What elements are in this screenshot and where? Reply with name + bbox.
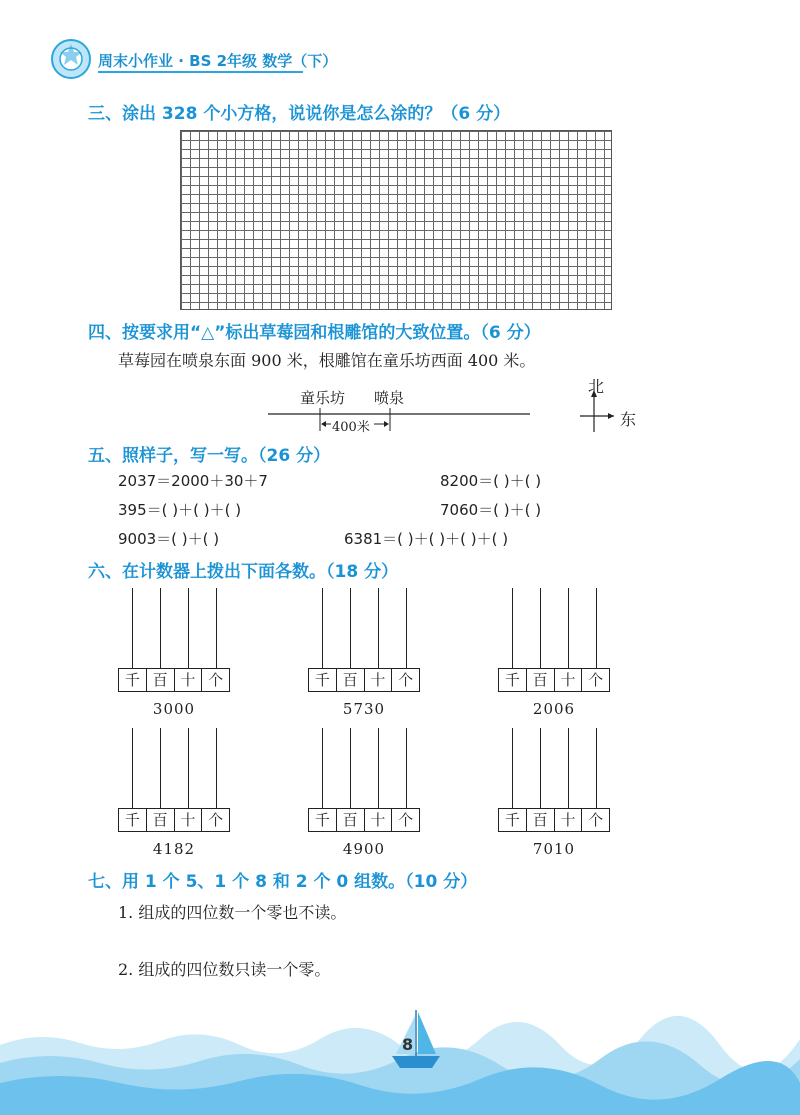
equation-7060[interactable]: 7060＝( )＋( )	[440, 501, 542, 519]
place-label-hundreds: 百	[146, 809, 174, 831]
section7-question1: 1. 组成的四位数一个零也不读。	[118, 903, 347, 922]
abacus-rod-tens[interactable]	[188, 728, 189, 808]
header-underline	[98, 71, 303, 73]
map-arrow-left-head	[321, 421, 326, 427]
compass-north-label: 北	[588, 377, 605, 396]
section7-title: 七、用 1 个 5、1 个 8 和 2 个 0 组数。（10 分）	[88, 872, 478, 892]
abacus-rod-ones[interactable]	[406, 588, 407, 668]
equation-8200[interactable]: 8200＝( )＋( )	[440, 472, 542, 490]
place-label-hundreds: 百	[526, 669, 554, 691]
equation-395[interactable]: 395＝( )＋( )＋( )	[118, 501, 242, 519]
abacus-rod-hundreds[interactable]	[540, 728, 541, 808]
abacus-rod-hundreds[interactable]	[160, 728, 161, 808]
compass-east-label: 东	[620, 410, 637, 429]
place-label-tens: 十	[364, 669, 392, 691]
equation-6381[interactable]: 6381＝( )＋( )＋( )＋( )	[344, 530, 509, 548]
place-label-thousands: 千	[124, 811, 140, 829]
abacus-rods[interactable]	[308, 588, 420, 668]
section4-title: 四、按要求用“△”标出草莓园和根雕馆的大致位置。（6 分）	[88, 323, 541, 343]
place-label-thousands: 千	[124, 671, 140, 689]
abacus-rod-tens[interactable]	[378, 728, 379, 808]
abacus-rod-hundreds[interactable]	[160, 588, 161, 668]
section3-title: 三、涂出 328 个小方格，说说你是怎么涂的？（6 分）	[88, 104, 511, 124]
abacus-place-labels	[118, 808, 230, 832]
abacus-rod-ones[interactable]	[406, 728, 407, 808]
abacus-place-labels	[498, 668, 610, 692]
place-label-tens: 十	[174, 669, 202, 691]
section7-question2: 2. 组成的四位数只读一个零。	[118, 960, 331, 979]
map-arrow-right-head	[384, 421, 389, 427]
map-label-place2: 喷泉	[374, 389, 405, 407]
abacus-rod-hundreds[interactable]	[350, 588, 351, 668]
coloring-grid[interactable]	[180, 130, 612, 310]
abacus-rods[interactable]	[498, 588, 610, 668]
place-label-ones: 个	[201, 809, 229, 831]
header-logo-icon	[50, 38, 92, 80]
abacus-rod-thousands[interactable]	[322, 728, 323, 808]
abacus-5730[interactable]	[308, 588, 420, 718]
page-number: 8	[402, 1035, 414, 1054]
abacus-rod-ones[interactable]	[216, 728, 217, 808]
equation-example: 2037＝2000＋30＋7	[118, 472, 268, 490]
abacus-rods[interactable]	[308, 728, 420, 808]
place-label-ones: 个	[391, 669, 419, 691]
map-diagram[interactable]	[268, 384, 530, 434]
abacus-number: 2006	[532, 700, 576, 718]
abacus-rod-tens[interactable]	[568, 588, 569, 668]
abacus-rod-ones[interactable]	[216, 588, 217, 668]
abacus-rod-tens[interactable]	[188, 588, 189, 668]
place-label-tens: 十	[554, 809, 582, 831]
sailboat-icon	[388, 1008, 444, 1070]
map-label-place1: 童乐坊	[300, 389, 346, 407]
place-label-thousands: 千	[504, 671, 520, 689]
abacus-number: 4182	[152, 840, 196, 858]
abacus-rod-thousands[interactable]	[322, 588, 323, 668]
place-label-hundreds: 百	[526, 809, 554, 831]
abacus-rod-thousands[interactable]	[132, 588, 133, 668]
abacus-7010[interactable]	[498, 728, 610, 858]
abacus-2006[interactable]	[498, 588, 610, 718]
abacus-place-labels	[118, 668, 230, 692]
place-label-tens: 十	[554, 669, 582, 691]
map-label-distance: 400米	[331, 416, 371, 435]
place-label-ones: 个	[391, 809, 419, 831]
place-label-tens: 十	[174, 809, 202, 831]
abacus-rods[interactable]	[118, 728, 230, 808]
abacus-4182[interactable]	[118, 728, 230, 858]
abacus-rod-tens[interactable]	[568, 728, 569, 808]
abacus-rod-ones[interactable]	[596, 728, 597, 808]
section6-title: 六、在计数器上拨出下面各数。（18 分）	[88, 562, 399, 582]
abacus-place-labels	[308, 668, 420, 692]
abacus-3000[interactable]	[118, 588, 230, 718]
header-title: 周末小作业 · BS 2年级 数学（下）	[98, 52, 338, 70]
equation-9003[interactable]: 9003＝( )＋( )	[118, 530, 220, 548]
abacus-rod-hundreds[interactable]	[350, 728, 351, 808]
abacus-number: 5730	[342, 700, 386, 718]
section4-instruction: 草莓园在喷泉东面 900 米，根雕馆在童乐坊西面 400 米。	[118, 351, 536, 370]
place-label-hundreds: 百	[336, 669, 364, 691]
place-label-hundreds: 百	[336, 809, 364, 831]
place-label-thousands: 千	[314, 811, 330, 829]
abacus-rod-hundreds[interactable]	[540, 588, 541, 668]
abacus-rods[interactable]	[118, 588, 230, 668]
section5-title: 五、照样子，写一写。（26 分）	[88, 446, 331, 466]
abacus-number: 4900	[342, 840, 386, 858]
abacus-rod-ones[interactable]	[596, 588, 597, 668]
place-label-ones: 个	[581, 669, 609, 691]
abacus-place-labels	[498, 808, 610, 832]
place-label-ones: 个	[201, 669, 229, 691]
place-label-ones: 个	[581, 809, 609, 831]
abacus-rods[interactable]	[498, 728, 610, 808]
abacus-rod-thousands[interactable]	[512, 728, 513, 808]
place-label-hundreds: 百	[146, 669, 174, 691]
abacus-place-labels	[308, 808, 420, 832]
abacus-rod-thousands[interactable]	[512, 588, 513, 668]
abacus-number: 3000	[152, 700, 196, 718]
place-label-thousands: 千	[314, 671, 330, 689]
place-label-tens: 十	[364, 809, 392, 831]
place-label-thousands: 千	[504, 811, 520, 829]
abacus-rod-tens[interactable]	[378, 588, 379, 668]
abacus-number: 7010	[532, 840, 576, 858]
abacus-4900[interactable]	[308, 728, 420, 858]
abacus-rod-thousands[interactable]	[132, 728, 133, 808]
